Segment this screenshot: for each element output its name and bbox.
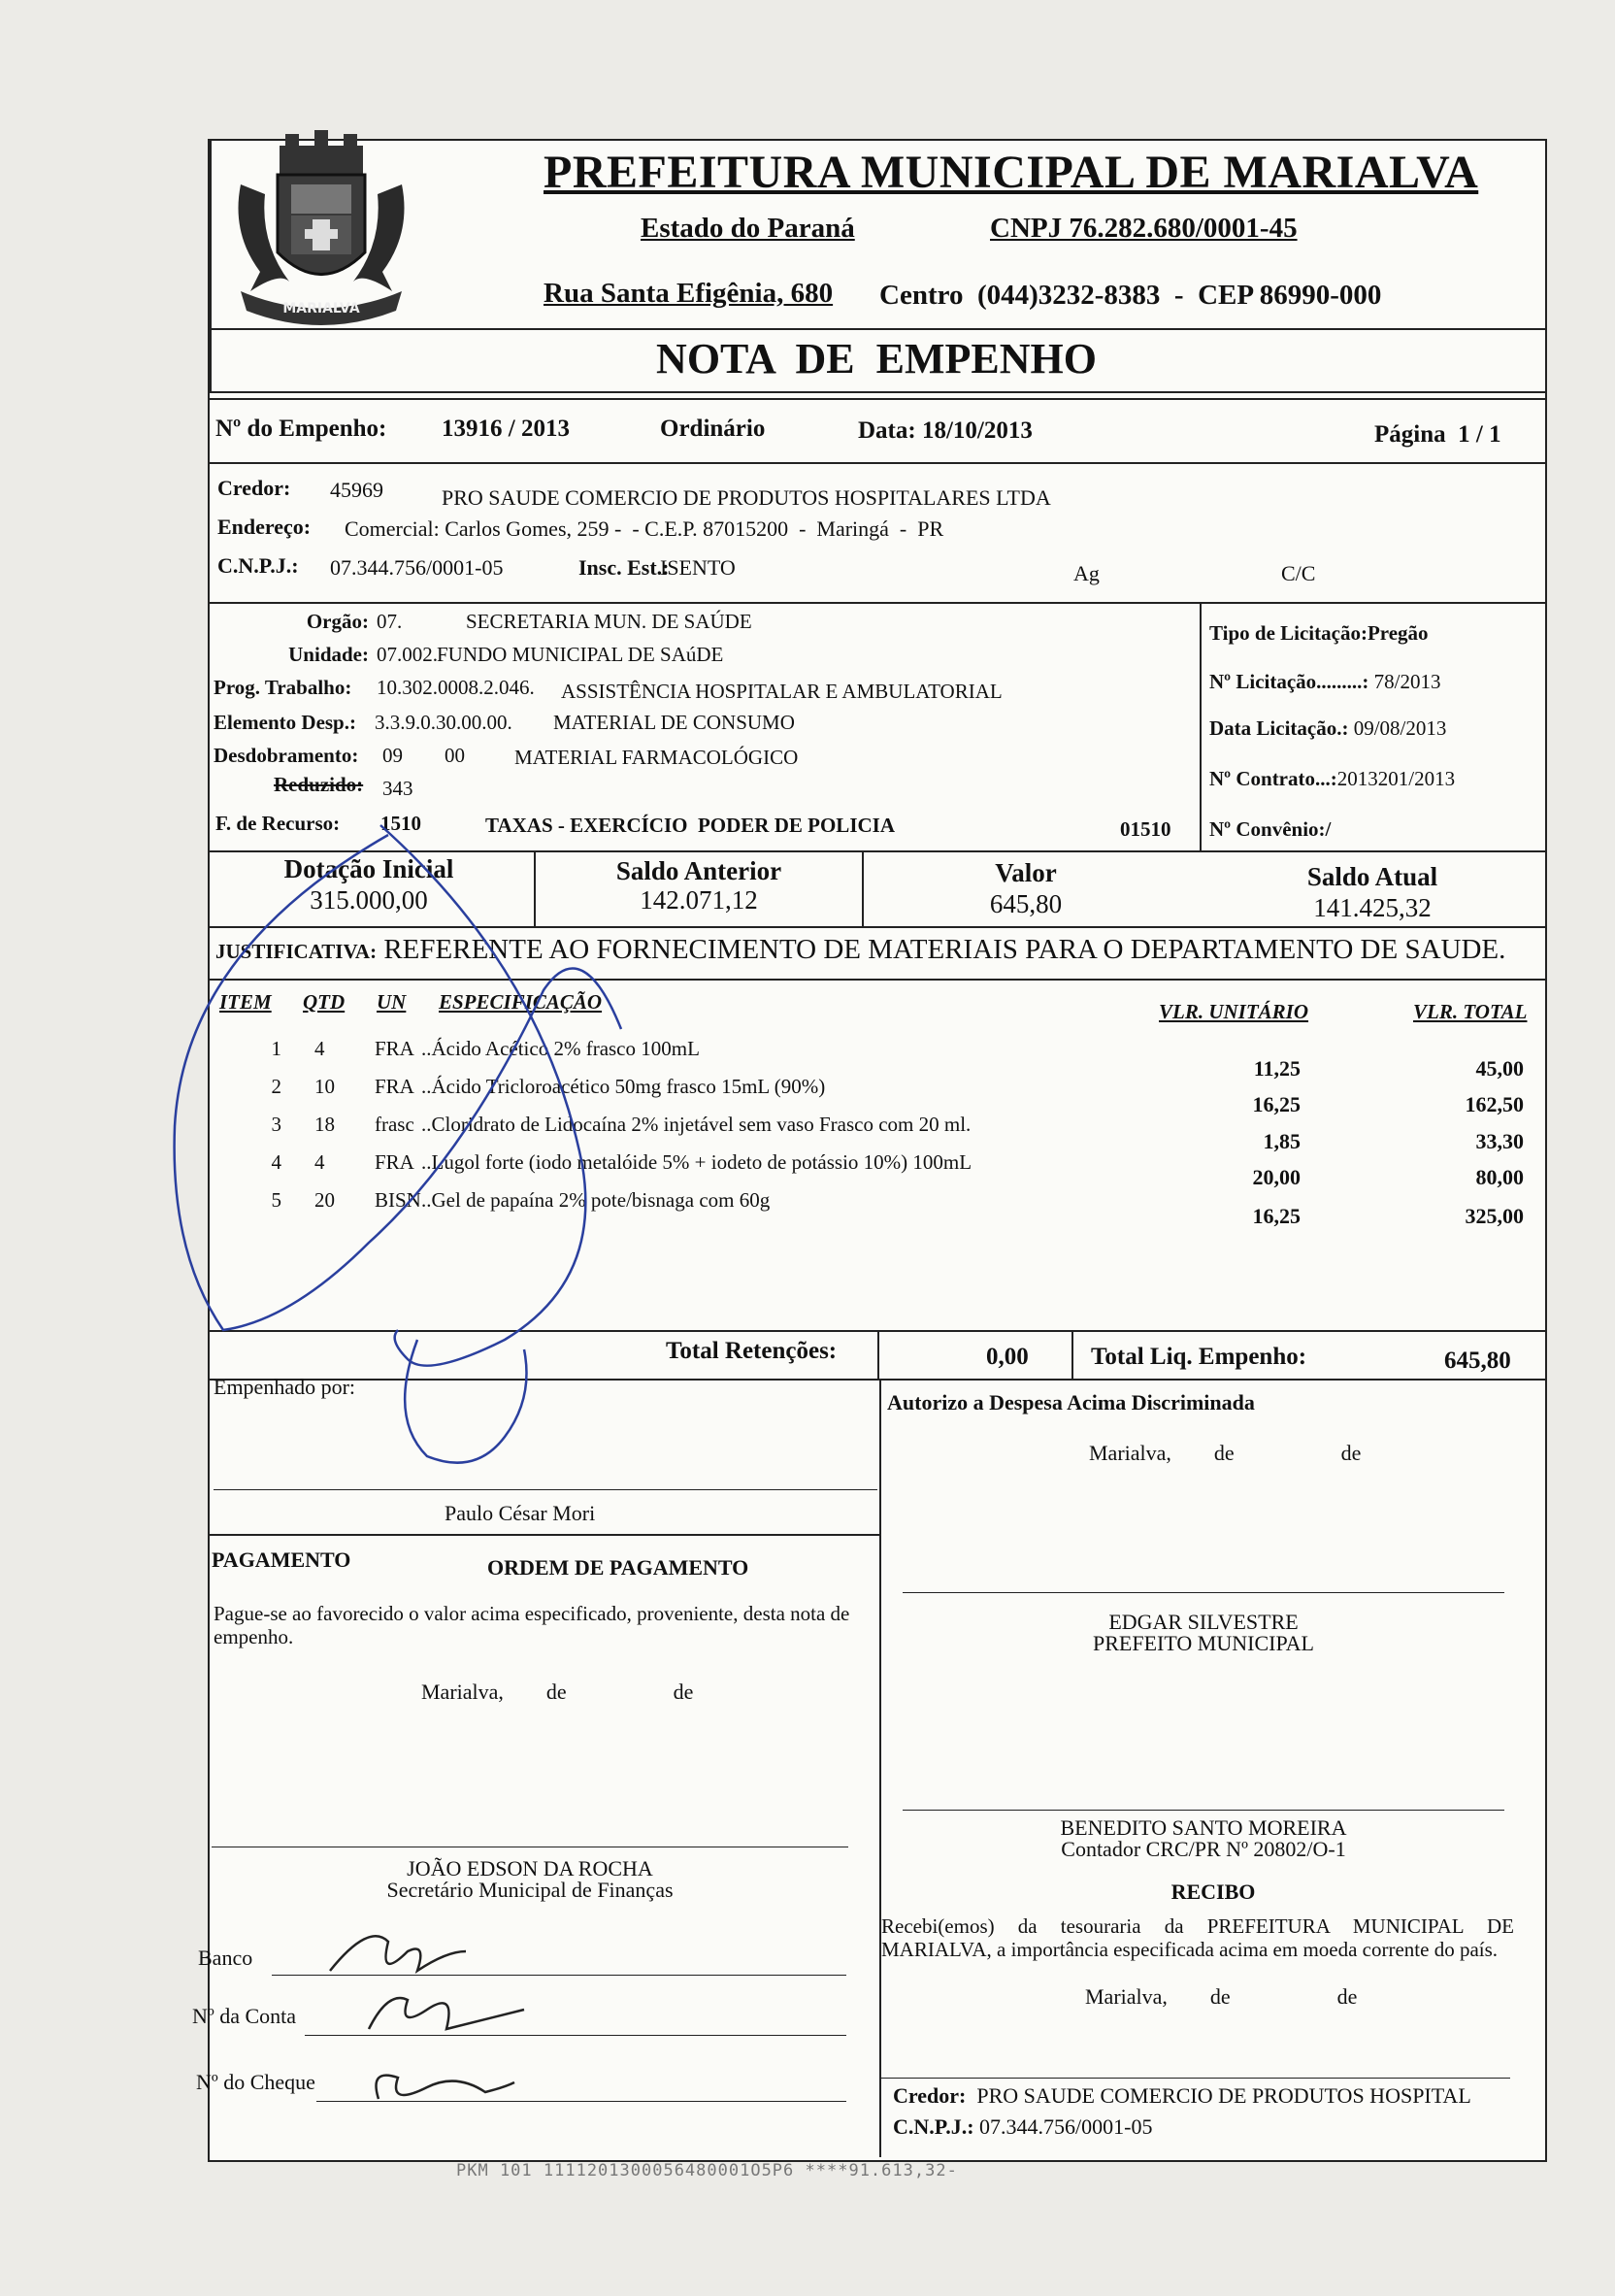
item-unit-value: 20,00 (1252, 1165, 1301, 1189)
total-liq-label: Total Liq. Empenho: (1091, 1344, 1307, 1370)
item-total-value: 80,00 (1475, 1165, 1524, 1189)
item-number: 1 (271, 1037, 281, 1060)
col-total: VLR. TOTAL (1413, 1000, 1528, 1023)
prog-label: Prog. Trabalho: (214, 676, 352, 699)
credor-cc-label: C/C (1281, 561, 1316, 585)
reduzido-value: 343 (382, 777, 413, 800)
justificativa-label: JUSTIFICATIVA: (215, 940, 378, 963)
header-cnpj: CNPJ 76.282.680/0001-45 (990, 213, 1298, 244)
pagamento-place-date: Marialva, de de (421, 1680, 694, 1704)
coat-of-arms-logo (221, 126, 421, 332)
desdobramento-b: 00 (445, 744, 465, 767)
item-total-value: 162,50 (1465, 1092, 1524, 1116)
licitacao-contrato-value: 2013201/2013 (1336, 767, 1456, 790)
unidade-code: 07.002. (377, 643, 438, 666)
header-state: Estado do Paraná (641, 213, 855, 244)
item-spec: ..Ácido Tricloroacético 50mg frasco 15mL (90%) (421, 1075, 826, 1098)
item-qtd: 4 (314, 1150, 325, 1174)
col-qtd: QTD (303, 990, 346, 1014)
item-number: 5 (271, 1188, 281, 1212)
item-un: FRA (375, 1037, 414, 1060)
licitacao-numero-label: Nº Licitação.........: (1209, 670, 1369, 693)
recurso-label: F. de Recurso: (215, 812, 341, 835)
credor-insc-label: Insc. Est.: (578, 555, 670, 580)
contador-name: BENEDITO SANTO MOREIRA (1060, 1815, 1347, 1840)
item-qtd: 10 (314, 1075, 335, 1098)
empenho-number: 13916 / 2013 (442, 416, 570, 442)
empenho-type: Ordinário (660, 416, 766, 442)
item-unit-value: 16,25 (1252, 1092, 1301, 1116)
licitacao-contrato-label: Nº Contrato...: (1209, 767, 1337, 790)
total-retencoes-value: 0,00 (986, 1344, 1029, 1370)
credor-address-label: Endereço: (217, 515, 312, 539)
credor-name: PRO SAUDE COMERCIO DE PRODUTOS HOSPITALARES LTDA (442, 485, 1051, 510)
credor-cnpj: 07.344.756/0001-05 (330, 555, 504, 580)
reduzido-label: Reduzido: (274, 773, 364, 796)
valor-label: Valor (995, 858, 1057, 887)
cheque-label: Nº do Cheque (196, 2070, 315, 2094)
col-spec: ESPECIFICAÇÃO (439, 990, 603, 1014)
licitacao-data (1209, 716, 1446, 741)
elemento-name: MATERIAL DE CONSUMO (553, 711, 795, 734)
credor-insc: ISENTO (660, 555, 736, 580)
col-unit: VLR. UNITÁRIO (1159, 1000, 1309, 1023)
saldo-atual-label: Saldo Atual (1306, 862, 1438, 891)
empenho-number-label: Nº do Empenho: (215, 416, 387, 442)
item-un: BISN (375, 1188, 421, 1212)
item-number: 3 (271, 1113, 281, 1136)
item-spec: ..Cloridrato de Lidocaína 2% injetável sem vaso Frasco com 20 ml. (421, 1113, 972, 1136)
licitacao-numero (1209, 670, 1441, 694)
total-retencoes-label: Total Retenções: (666, 1338, 838, 1364)
item-number: 2 (271, 1075, 281, 1098)
item-spec: ..Lugol forte (iodo metalóide 5% + iodeto de potássio 10%) 100mL (421, 1150, 972, 1174)
prog-code: 10.302.0008.2.046. (377, 676, 535, 699)
total-liq-value: 645,80 (1444, 1348, 1511, 1374)
col-item: ITEM (219, 990, 272, 1014)
licitacao-contrato (1209, 767, 1455, 791)
item-total-value: 325,00 (1465, 1204, 1524, 1228)
elemento-code: 3.3.9.0.30.00.00. (375, 711, 512, 734)
unidade-label: Unidade: (288, 643, 369, 666)
item-total-value: 33,30 (1475, 1129, 1524, 1153)
item-un: FRA (375, 1150, 414, 1174)
item-qtd: 20 (314, 1188, 335, 1212)
banco-label: Banco (198, 1946, 253, 1970)
credor-address: Comercial: Carlos Gomes, 259 - - C.E.P. 87015200 - Maringá - PR (345, 516, 944, 541)
recibo-credor-cnpj-label: C.N.P.J.: (893, 2114, 974, 2139)
prefeito-name: EDGAR SILVESTRE (1108, 1610, 1299, 1634)
credor-code: 45969 (330, 478, 383, 502)
recibo-credor-cnpj (893, 2114, 1152, 2140)
recibo-credor-cnpj-value: 07.344.756/0001-05 (979, 2114, 1153, 2139)
recurso-code2: 01510 (1120, 817, 1171, 841)
justificativa-text: REFERENTE AO FORNECIMENTO DE MATERIAIS PARA O DEPARTAMENTO DE SAUDE. (383, 934, 1506, 965)
empenho-page: Página 1 / 1 (1374, 421, 1501, 448)
item-unit-value: 11,25 (1253, 1056, 1301, 1081)
contador-role: Contador CRC/PR Nº 20802/O-1 (1061, 1837, 1346, 1861)
col-un: UN (377, 990, 407, 1014)
autorizo-place-date: Marialva, de de (1089, 1441, 1362, 1465)
saldo-anterior-label: Saldo Anterior (615, 856, 782, 885)
elemento-label: Elemento Desp.: (214, 711, 356, 734)
pague-se-text: Pague-se ao favorecido o valor acima especificado, proveniente, desta nota de empenho. (214, 1602, 850, 1648)
item-number: 4 (271, 1150, 281, 1174)
page-title: PREFEITURA MUNICIPAL DE MARIALVA (544, 147, 1479, 198)
licitacao-data-label: Data Licitação.: (1209, 716, 1349, 740)
ordem-pagamento-label: ORDEM DE PAGAMENTO (487, 1555, 749, 1580)
empenhado-label: Empenhado por: (214, 1375, 356, 1399)
item-qtd: 4 (314, 1037, 325, 1060)
item-unit-value: 16,25 (1252, 1204, 1301, 1228)
conta-label: Nº da Conta (192, 2004, 297, 2028)
pagamento-label: PAGAMENTO (212, 1547, 351, 1572)
item-total-value: 45,00 (1475, 1056, 1524, 1081)
secretario-name: JOÃO EDSON DA ROCHA (407, 1856, 653, 1880)
item-un: frasc (375, 1113, 414, 1136)
secretario-role: Secretário Municipal de Finanças (386, 1878, 674, 1902)
unidade-name: FUNDO MUNICIPAL DE SAúDE (437, 643, 724, 666)
credor-cnpj-label: C.N.P.J.: (217, 553, 299, 578)
orgao-name: SECRETARIA MUN. DE SAÚDE (466, 610, 752, 633)
recibo-place-date: Marialva, de de (1085, 1984, 1358, 2009)
item-unit-value: 1,85 (1263, 1129, 1301, 1153)
autorizo-text: Autorizo a Despesa Acima Discriminada (887, 1390, 1255, 1414)
header-address: Rua Santa Efigênia, 680 (544, 278, 834, 309)
desdobramento-label: Desdobramento: (214, 744, 359, 767)
dotacao-inicial-label: Dotação Inicial (283, 854, 454, 883)
recibo-title: RECIBO (1170, 1880, 1256, 1904)
recibo-text: Recebi(emos) da tesouraria da PREFEITURA MUNICIPAL DE MARIALVA, a importância especificada acima em moeda corrente do país. (881, 1914, 1514, 1961)
orgao-label: Orgão: (306, 610, 369, 633)
prefeito-role: PREFEITO MUNICIPAL (1093, 1631, 1314, 1655)
prog-name: ASSISTÊNCIA HOSPITALAR E AMBULATORIAL (561, 680, 1003, 703)
dotacao-inicial-value: 315.000,00 (310, 885, 428, 915)
valor-value: 645,80 (989, 889, 1063, 918)
recibo-credor-name: PRO SAUDE COMERCIO DE PRODUTOS HOSPITAL (976, 2083, 1471, 2108)
desdobramento-name: MATERIAL FARMACOLÓGICO (514, 746, 799, 769)
footer-code: PKM 101 1111201300056480001O5P6 ****91.613,32- (456, 2161, 958, 2180)
recibo-credor-label: Credor: (893, 2083, 967, 2108)
credor-label: Credor: (217, 476, 291, 500)
orgao-code: 07. (377, 610, 403, 633)
item-un: FRA (375, 1075, 414, 1098)
recibo-credor (893, 2083, 1471, 2109)
recurso-name: TAXAS - EXERCÍCIO PODER DE POLICIA (485, 814, 895, 837)
licitacao-numero-value: 78/2013 (1373, 670, 1441, 693)
doc-title: NOTA DE EMPENHO (656, 335, 1097, 383)
recurso-code: 1510 (380, 812, 421, 835)
item-spec: ..Ácido Acético 2% frasco 100mL (421, 1037, 700, 1060)
coat-of-arms-text: MARIALVA (282, 301, 360, 316)
item-qtd: 18 (314, 1113, 335, 1136)
saldo-anterior-value: 142.071,12 (640, 885, 758, 915)
licitacao-convenio: Nº Convênio:/ (1209, 817, 1332, 841)
licitacao-tipo: Tipo de Licitação:Pregão (1209, 621, 1429, 645)
justificativa (215, 934, 1505, 966)
empenho-date: Data: 18/10/2013 (858, 417, 1033, 444)
licitacao-data-value: 09/08/2013 (1353, 716, 1447, 740)
empenhado-name: Paulo César Mori (445, 1501, 596, 1525)
credor-ag-label: Ag (1073, 561, 1100, 585)
desdobramento-a: 09 (382, 744, 403, 767)
header-district-phone-cep: Centro (044)3232-8383 - CEP 86990-000 (879, 280, 1382, 311)
item-spec: ..Gel de papaína 2% pote/bisnaga com 60g (421, 1188, 771, 1212)
saldo-atual-value: 141.425,32 (1313, 893, 1432, 922)
